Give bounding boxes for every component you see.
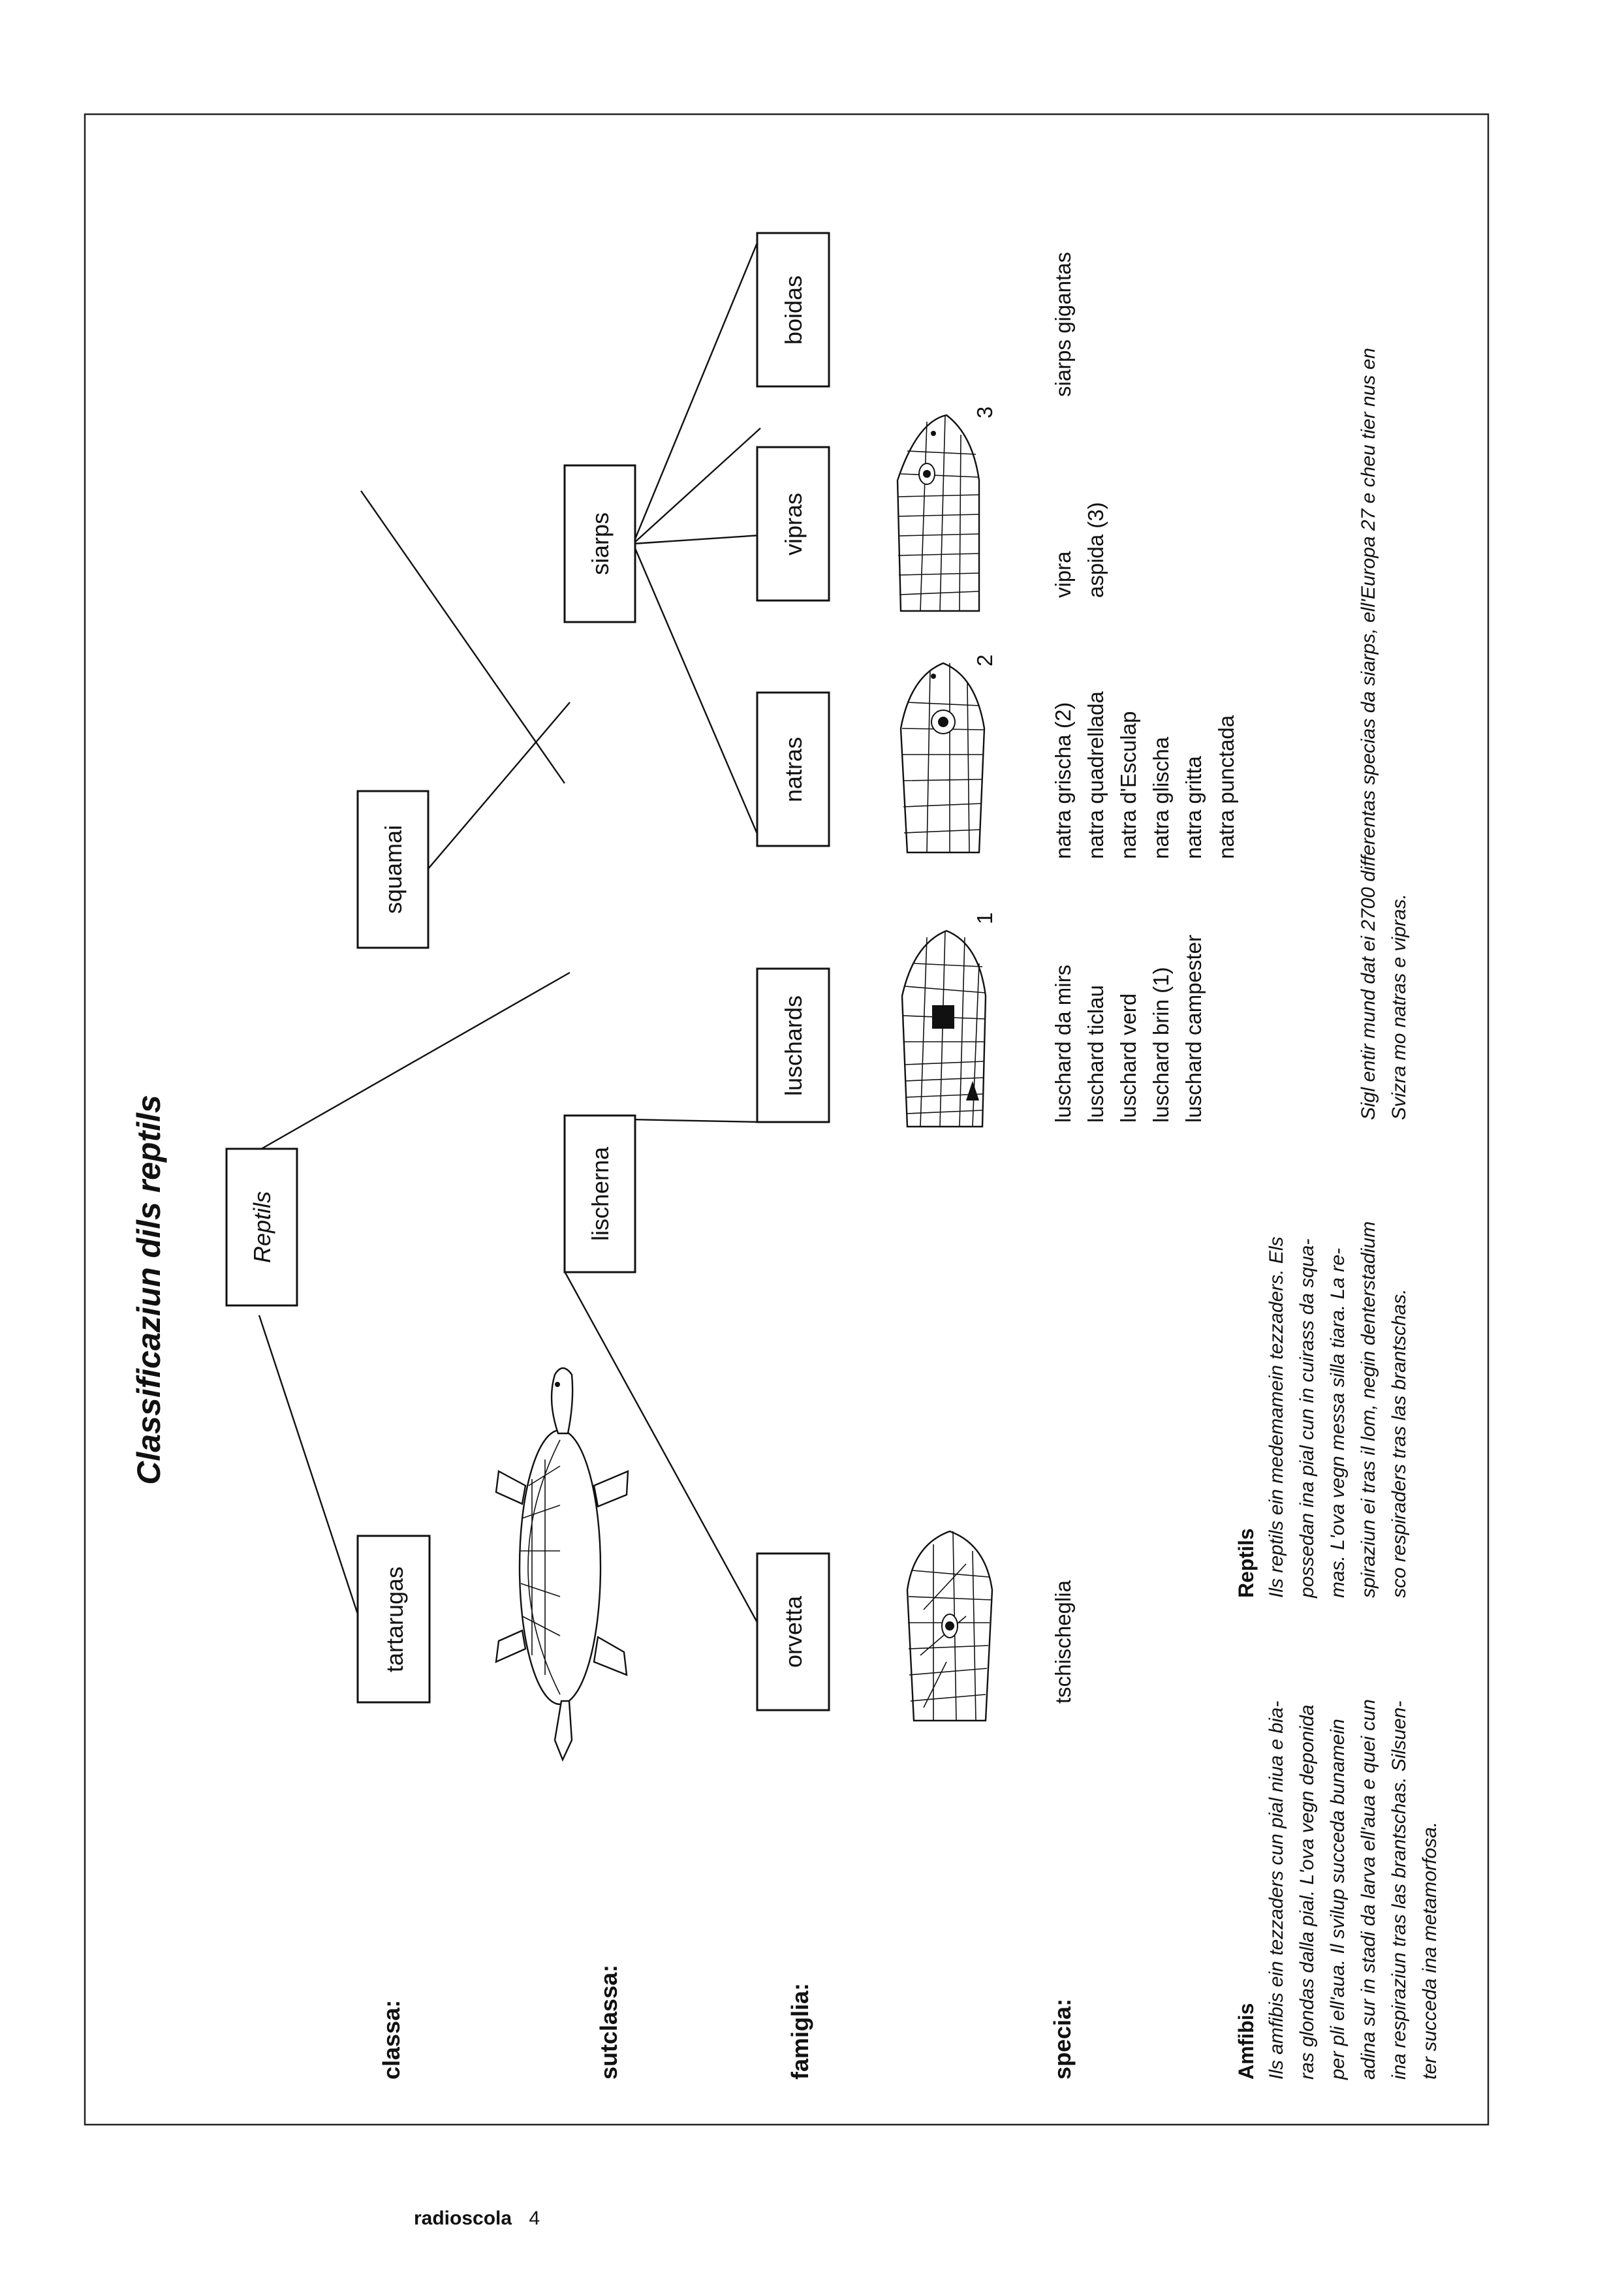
node-vipras — [757, 447, 829, 601]
node-squamai — [358, 791, 428, 948]
level-label-classa: classa: — [378, 1999, 405, 2080]
amfibis-text-line: ina respiraziun tras las brantschas. Silsuen- — [1388, 1700, 1410, 2080]
siarps-note — [1358, 348, 1410, 1120]
node-lischerna — [565, 1116, 635, 1272]
amfibis-text-line: Ils amfibis ein tezzaders cun pial niua e bia- — [1266, 1700, 1287, 2080]
node-vipras-label: vipras — [780, 492, 807, 556]
figure-number-1: 1 — [973, 912, 997, 924]
publication-name: radioscola — [414, 2208, 512, 2229]
species-item: luschard brin (1) — [1149, 967, 1173, 1123]
node-luschards — [757, 969, 829, 1122]
node-natras-label: natras — [780, 736, 807, 803]
grass-snake-head-illustration — [901, 663, 984, 852]
figure-number-3: 3 — [973, 406, 997, 418]
slow-worm-head-illustration — [907, 1531, 992, 1721]
page-number: 4 — [529, 2208, 540, 2229]
reptils-text-line: possedan ina pial cun in cuirass da squa- — [1296, 1238, 1318, 1598]
level-label-famiglia: famiglia: — [787, 1982, 813, 2080]
reptils-text-line: mas. L'ova vegn messa silla tiara. La re- — [1327, 1248, 1349, 1598]
species-item: aspida (3) — [1084, 502, 1108, 598]
species-item: luschard da mirs — [1051, 964, 1075, 1123]
asp-viper-head-illustration — [898, 415, 979, 611]
node-tartarugas-label: tartarugas — [381, 1566, 408, 1673]
node-siarps — [565, 465, 635, 622]
amfibis-heading: Amfibis — [1234, 2003, 1258, 2080]
species-item: natra gritta — [1181, 756, 1206, 859]
species-item: luschard verd — [1116, 993, 1140, 1123]
amfibis-text-line: per pli ell'aua. Il svilup succeda bunamein — [1327, 1719, 1349, 2080]
node-luschards-label: luschards — [780, 995, 807, 1097]
node-siarps-label: siarps — [587, 512, 614, 576]
siarps-text-line: Sigl entir mund dat ei 2700 differentas specias da siarps, ell'Europa 27 e cheu tier nus en — [1358, 347, 1379, 1120]
amfibis-text-line: ter succeda ina metamorfosa. — [1419, 1821, 1441, 2080]
reptils-note — [1234, 1221, 1410, 1599]
diagram-title: Classificaziun dils reptils — [131, 1095, 167, 1485]
node-reptils-label: Reptils — [249, 1191, 275, 1264]
level-label-sutclassa: sutclassa: — [595, 1964, 622, 2080]
lizard-head-illustration — [902, 931, 986, 1127]
species-item: natra grischa (2) — [1051, 702, 1075, 859]
node-squamai-label: squamai — [380, 824, 407, 914]
reptils-text-line: Ils reptils ein medemamein tezzaders. Els — [1266, 1236, 1287, 1598]
page-footer — [414, 2208, 540, 2230]
reptils-heading: Reptils — [1234, 1528, 1258, 1598]
species-list-vipras — [1051, 502, 1108, 598]
node-natras — [757, 693, 829, 846]
siarps-text-line: Svizra mo natras e vipras. — [1388, 894, 1410, 1120]
species-list-orvetta — [1051, 1580, 1075, 1704]
species-list-natras — [1051, 691, 1238, 859]
node-boidas-label: boidas — [780, 275, 807, 345]
species-item: natra quadrellada — [1084, 691, 1108, 859]
figure-number-2: 2 — [973, 654, 997, 666]
species-item: natra punctada — [1214, 715, 1238, 859]
node-orvetta-label: orvetta — [780, 1595, 807, 1668]
species-item: luschard ticlau — [1084, 985, 1108, 1123]
tree-connectors — [259, 235, 762, 1632]
species-list-boidas — [1051, 252, 1075, 397]
species-item: tschischeglia — [1051, 1580, 1075, 1704]
turtle-illustration — [496, 1368, 628, 1760]
species-item: siarps gigantas — [1051, 252, 1075, 397]
node-tartarugas — [358, 1536, 429, 1702]
reptils-text-line: spiraziun ei tras il lom, negin denterstadium — [1358, 1221, 1379, 1598]
node-lischerna-label: lischerna — [587, 1146, 614, 1241]
reptils-text-line: sco respiraders tras las brantschas. — [1388, 1288, 1410, 1598]
species-item: natra d'Esculap — [1116, 711, 1140, 859]
species-list-luschards — [1051, 935, 1206, 1123]
node-reptils — [226, 1149, 297, 1305]
node-boidas — [757, 233, 829, 386]
species-item: vipra — [1051, 551, 1075, 598]
species-item: luschard campester — [1181, 935, 1206, 1123]
species-item: natra glischa — [1149, 736, 1173, 859]
amfibis-note — [1234, 1699, 1441, 2080]
level-label-specia: specia: — [1049, 1998, 1076, 2080]
amfibis-text-line: adina sur in stadi da larva ell'aua e quei cun — [1358, 1699, 1379, 2080]
amfibis-text-line: ras glondas dalla pial. L'ova vegn deponida — [1296, 1704, 1318, 2080]
node-orvetta — [757, 1553, 829, 1710]
